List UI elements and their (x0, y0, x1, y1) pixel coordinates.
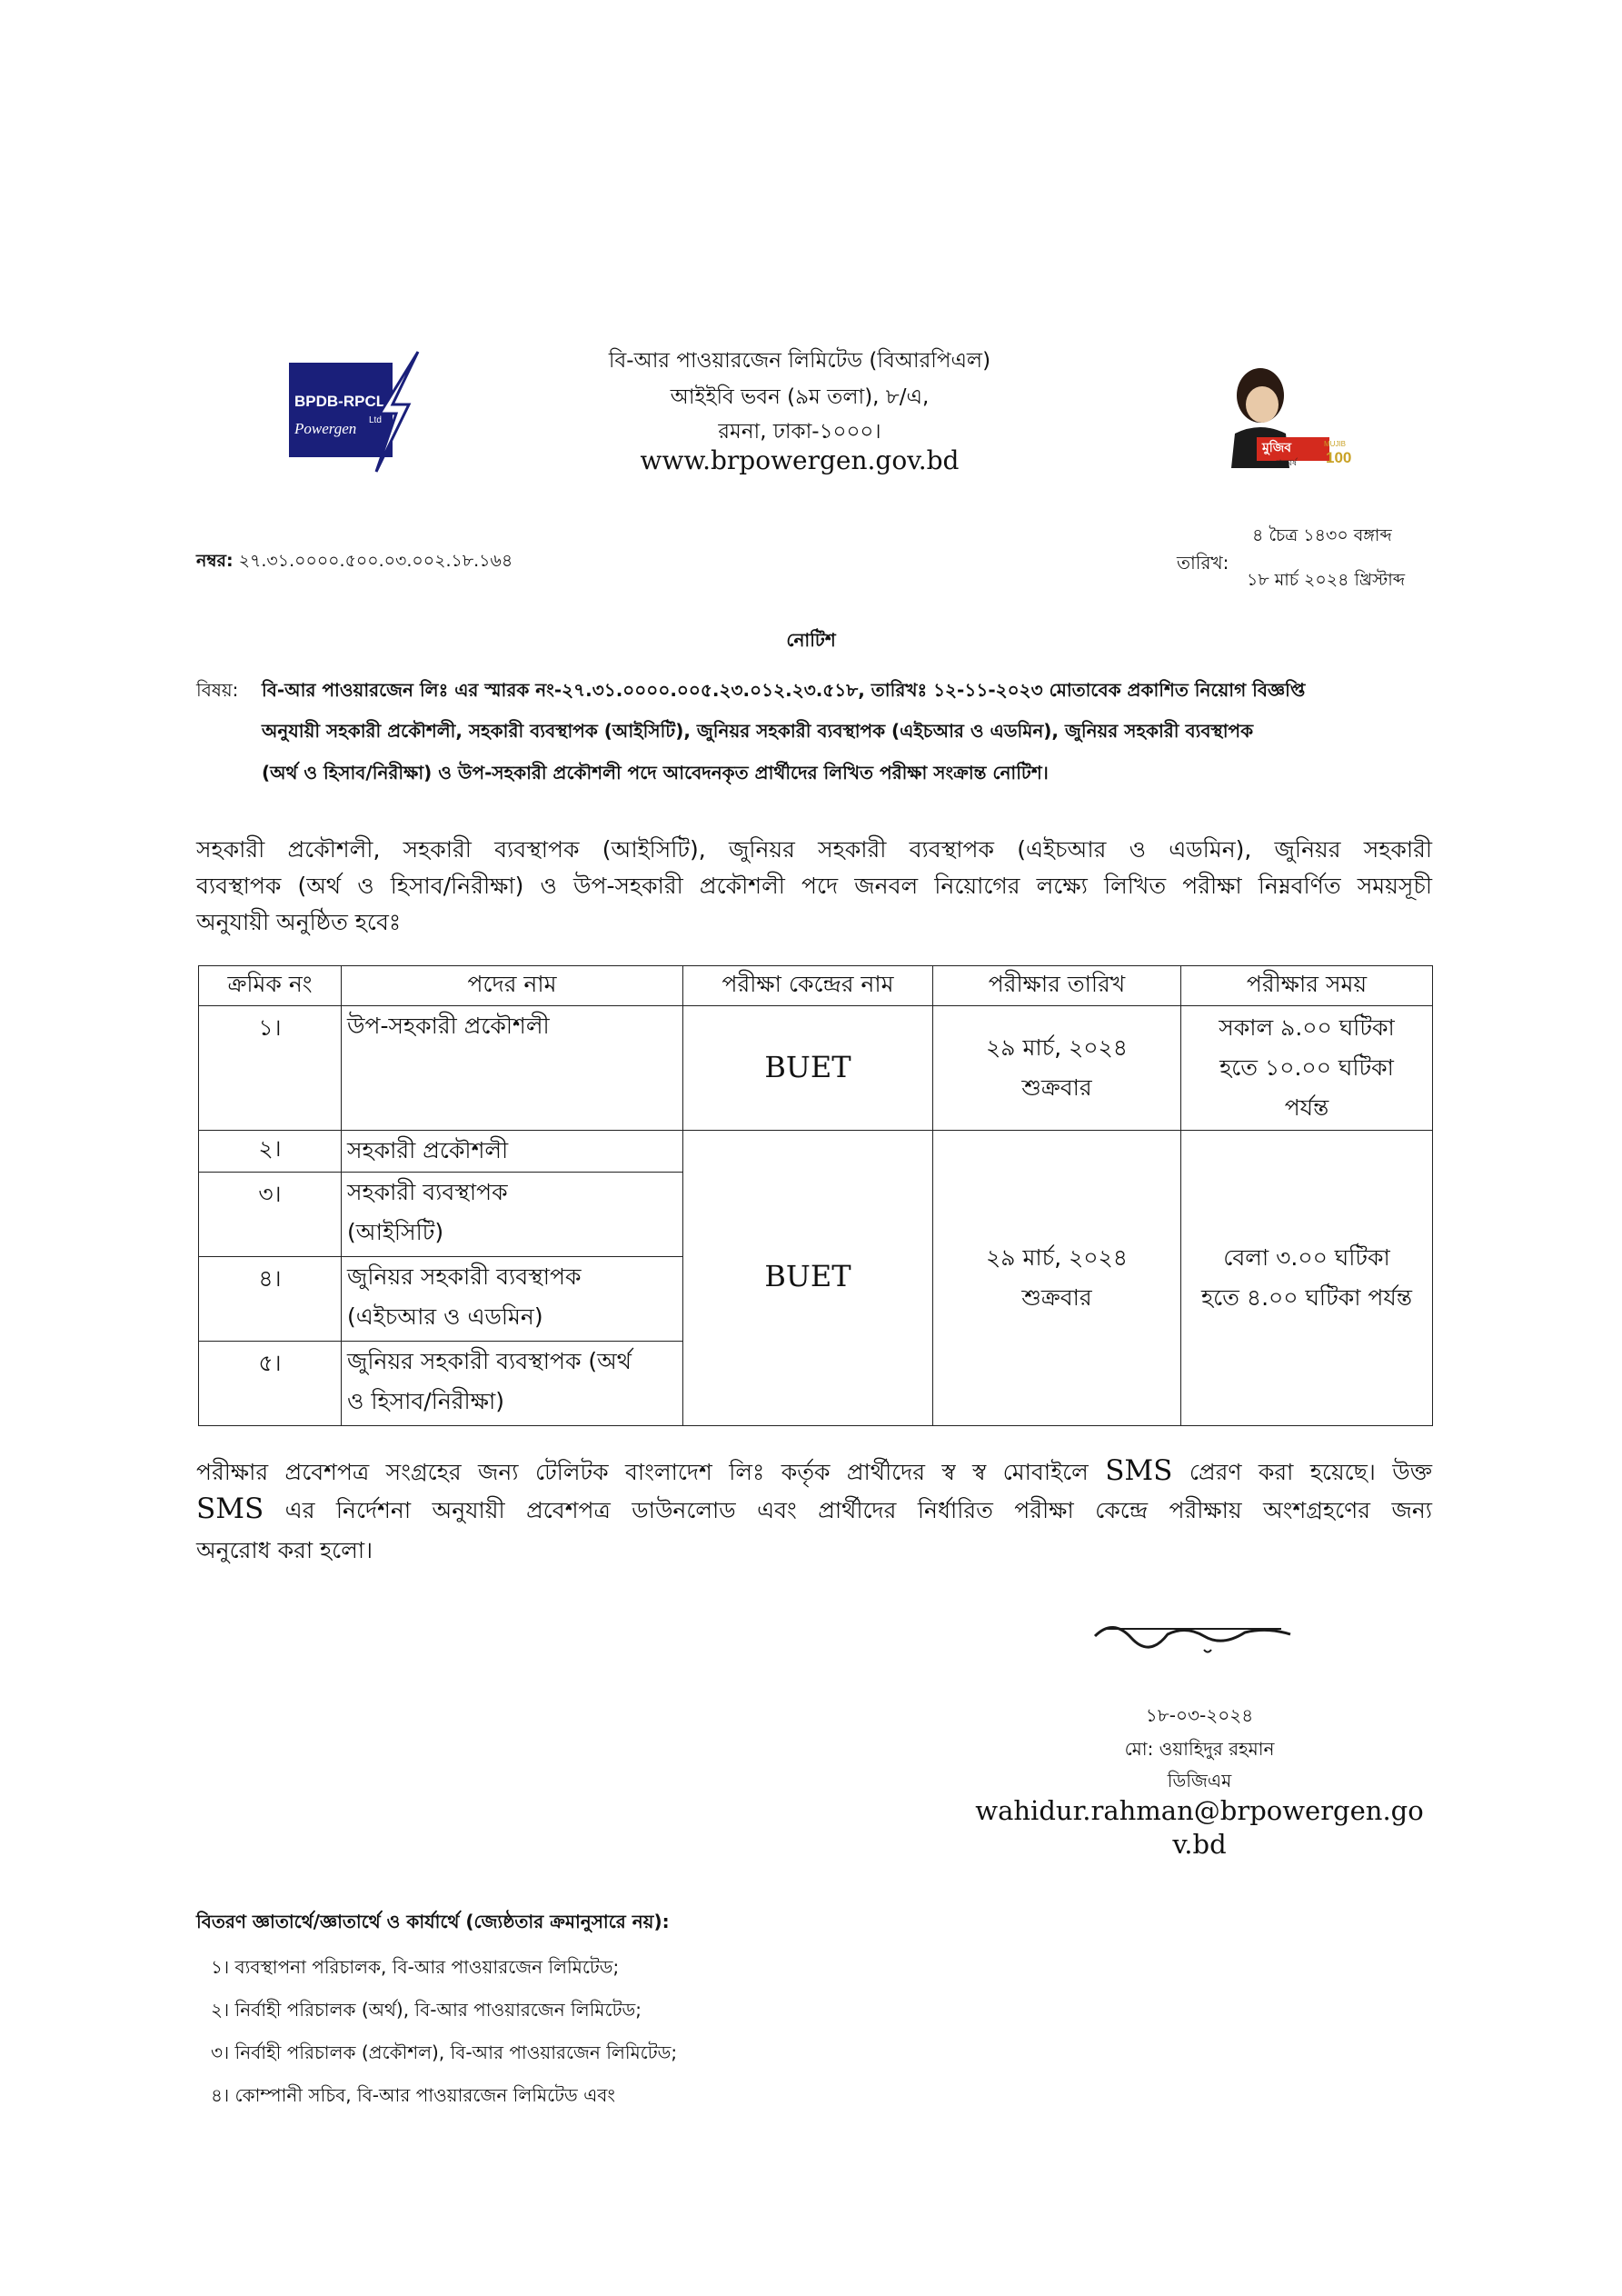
signature-text: রহমান (1195, 1651, 1205, 1655)
distribution-item: ৪। কোম্পানী সচিব, বি-আর পাওয়ারজেন লিমিটেড এবং (211, 2084, 616, 2106)
time-line1: সকাল ৯.০০ ঘটিকা (1219, 1014, 1395, 1042)
date-bengali: ৪ চৈত্র ১৪৩০ বঙ্গাব্দ (1252, 525, 1392, 545)
date-label: তারিখ: (1177, 552, 1229, 574)
signatory-designation: ডিজিএম (1167, 1770, 1232, 1792)
header-serial: ক্রমিক নং (199, 966, 342, 1006)
logo-box (289, 363, 393, 457)
subject-label: বিষয়: (196, 679, 239, 701)
header-post: পদের নাম (342, 966, 683, 1006)
distribution-item: ৩। নির্বাহী পরিচালক (প্রকৌশল), বি-আর পাওয়ারজেন লিমিটেড; (211, 2041, 678, 2063)
date-english: ১৮ মার্চ ২০২৪ খ্রিস্টাব্দ (1247, 570, 1406, 590)
intro-line1: সহকারী প্রকৌশলী, সহকারী ব্যবস্থাপক (আইসিটি), জুনিয়র সহকারী ব্যবস্থাপক (এইচআর ও এডমিন), জুনিয়র সহকারী (196, 836, 1432, 863)
center-cell (683, 1006, 933, 1130)
number-100: 100 (1326, 449, 1352, 466)
sms-word: SMS (196, 1492, 264, 1525)
post-line2: (আইসিটি) (347, 1219, 444, 1246)
table-header-row (199, 966, 1433, 1006)
post-cell: সহকারী প্রকৌশলী (342, 1130, 683, 1172)
logo-text-line1: BPDB-RPCL (294, 393, 386, 410)
serial-cell: ২। (199, 1130, 342, 1172)
handwritten-signature (1086, 1609, 1304, 1663)
header-center: পরীক্ষা কেন্দ্রের নাম (683, 966, 933, 1006)
address-line1: আইইবি ভবন (৯ম তলা), ৮/এ, (670, 385, 930, 409)
org-name: বি-আর পাওয়ারজেন লিমিটেড (বিআরপিএল) (608, 349, 991, 373)
memo-label: নম্বর: (196, 551, 234, 571)
header-date: পরীক্ষার তারিখ (933, 966, 1181, 1006)
center-cell (683, 1130, 933, 1425)
serial-cell: ৪। (199, 1257, 342, 1342)
notice-title: নোটিশ (786, 629, 836, 651)
admit-line1 (196, 1454, 1432, 1493)
time-line2: হতে ১০.০০ ঘটিকা (1219, 1054, 1394, 1082)
center-name: BUET (764, 1049, 851, 1084)
header-time: পরীক্ষার সময় (1181, 966, 1433, 1006)
table-row (199, 1006, 1433, 1130)
post-line2: (এইচআর ও এডমিন) (347, 1303, 543, 1331)
post-cell: উপ-সহকারী প্রকৌশলী (342, 1006, 683, 1130)
intro-line3: অনুযায়ী অনুষ্ঠিত হবেঃ (196, 909, 402, 935)
exam-day: শুক্রবার (1021, 1074, 1092, 1102)
post-cell (342, 1257, 683, 1342)
logo-text-line2: Powergen (294, 420, 357, 437)
mujib-100-logo (1213, 350, 1358, 468)
exam-date: ২৯ মার্চ, ২০২৪ (986, 1243, 1128, 1271)
post-cell (342, 1173, 683, 1257)
post-line1: জুনিয়র সহকারী ব্যবস্থাপক (অর্থ (347, 1348, 632, 1375)
table-row (199, 1130, 1433, 1172)
memo-value: ২৭.৩১.০০০০.৫০০.০৩.০০২.১৮.১৬৪ (238, 551, 513, 571)
time-line2: হতে ৪.০০ ঘটিকা পর্যন্ত (1200, 1283, 1412, 1311)
portrait-face (1246, 386, 1279, 423)
serial-cell: ৩। (199, 1173, 342, 1257)
time-line1: বেলা ৩.০০ ঘটিকা (1223, 1243, 1390, 1271)
shotoborsho-text: শতবর্ষ (1277, 459, 1298, 468)
serial-cell: ৫। (199, 1342, 342, 1426)
signatory-name: মো: ওয়াহিদুর রহমান (1124, 1738, 1275, 1760)
serial-cell: ১। (199, 1006, 342, 1130)
distribution-item: ১। ব্যবস্থাপনা পরিচালক, বি-আর পাওয়ারজেন লিমিটেড; (211, 1956, 620, 1978)
signature-stroke (1095, 1627, 1290, 1647)
bpdb-rpcl-logo (289, 350, 422, 474)
signature-date: ১৮-০৩-২০২৪ (1145, 1704, 1254, 1726)
mujib-en-text: MUJIB (1324, 440, 1346, 448)
distribution-item: ২। নির্বাহী পরিচালক (অর্থ), বি-আর পাওয়ারজেন লিমিটেড; (211, 1999, 642, 2021)
signatory-email-line1: wahidur.rahman@brpowergen.go (975, 1795, 1424, 1826)
signature-dot (1204, 1650, 1211, 1652)
address-line2: রমনা, ঢাকা-১০০০। (718, 420, 881, 444)
mujib-text: মুজিব (1262, 441, 1292, 455)
post-line2: ও হিসাব/নিরীক্ষা) (347, 1388, 504, 1415)
subject-line2: অনুযায়ী সহকারী প্রকৌশলী, সহকারী ব্যবস্থাপক (আইসিটি), জুনিয়র সহকারী ব্যবস্থাপক (এইচআর ও এডমিন), জুনিয়র সহকারী ব্যবস্থাপক (262, 720, 1254, 742)
memo-number (196, 548, 512, 577)
admit-line2 (196, 1492, 1432, 1532)
post-line1: জুনিয়র সহকারী ব্যবস্থাপক (347, 1263, 582, 1291)
date-cell (933, 1130, 1181, 1425)
date-cell (933, 1006, 1181, 1130)
signatory-email-line2: v.bd (1172, 1829, 1227, 1860)
exam-day: শুক্রবার (1021, 1283, 1092, 1311)
post-cell (342, 1342, 683, 1426)
time-cell (1181, 1130, 1433, 1425)
subject-line1: বি-আর পাওয়ারজেন লিঃ এর স্মারক নং-২৭.৩১.০০০০.০০৫.২৩.০১২.২৩.৫১৮, তারিখঃ ১২-১১-২০২৩ মোতাবেক প্রকাশিত নিয়োগ বিজ্ঞপ্তি (262, 679, 1306, 701)
admit-line3: অনুরোধ করা হলো। (196, 1537, 373, 1563)
logo-text-suffix: Ltd (369, 415, 382, 425)
admit-text-a: পরীক্ষার প্রবেশপত্র সংগ্রহের জন্য টেলিটক বাংলাদেশ লিঃ কর্তৃক প্রার্থীদের স্ব স্ব মোবাইলে (196, 1459, 1089, 1485)
exam-schedule-table (198, 965, 1433, 1426)
website: www.brpowergen.gov.bd (640, 445, 960, 475)
admit-text-c: এর নির্দেশনা অনুযায়ী প্রবেশপত্র ডাউনলোড এবং প্রার্থীদের নির্ধারিত পরীক্ষা কেন্দ্রে পরীক্ষায় অংশগ্রহণের জন্য (284, 1497, 1432, 1523)
sms-word: SMS (1105, 1454, 1173, 1487)
intro-line2: ব্যবস্থাপক (অর্থ ও হিসাব/নিরীক্ষা) ও উপ-সহকারী প্রকৌশলী পদে জনবল নিয়োগের লক্ষ্যে লিখিত পরীক্ষা নিম্নবর্ণিত সময়সূচী (196, 873, 1432, 899)
center-name: BUET (764, 1259, 851, 1294)
admit-text-b: প্রেরণ করা হয়েছে। উক্ত (1189, 1459, 1432, 1485)
time-cell (1181, 1006, 1433, 1130)
time-line3: পর্যন্ত (1284, 1094, 1329, 1122)
exam-date: ২৯ মার্চ, ২০২৪ (986, 1034, 1128, 1062)
subject-line3: (অর্থ ও হিসাব/নিরীক্ষা) ও উপ-সহকারী প্রকৌশলী পদে আবেদনকৃত প্রার্থীদের লিখিত পরীক্ষা সংক্রান্ত নোটিশ। (262, 762, 1049, 784)
post-line1: সহকারী ব্যবস্থাপক (347, 1179, 508, 1206)
distribution-title: বিতরণ জ্ঞাতার্থে/জ্ঞাতার্থে ও কার্যার্থে (জ্যেষ্ঠতার ক্রমানুসারে নয়): (196, 1911, 670, 1932)
